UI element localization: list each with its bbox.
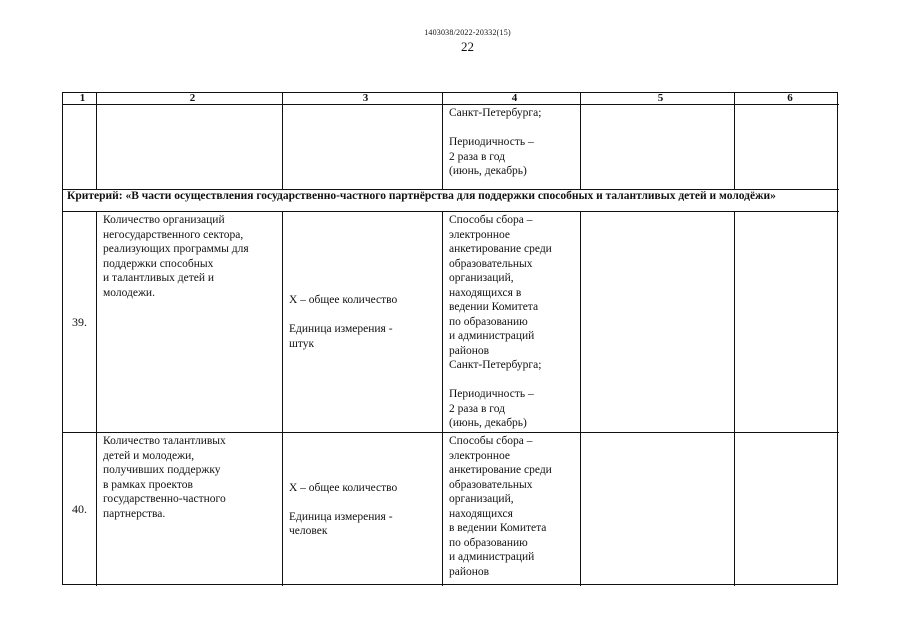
column-header-5: 5: [581, 93, 735, 105]
table-cell: [735, 212, 839, 433]
table-cell: [63, 105, 97, 190]
indicator-name: Количество организаций негосударственного сектора, реализующих программы для поддержки способных и талантливых детей и молодежи.: [97, 212, 283, 433]
formula-cell: [283, 212, 443, 433]
formula-text: Х – общее количество Единица измерения - человек: [289, 481, 398, 537]
method-cell: Способы сбора – электронное анкетирование среди образовательных организаций, находящихся в ведении Комитета по образованию и администраций районов: [443, 433, 581, 586]
page-number: 22: [461, 39, 474, 54]
formula-cell: [283, 433, 443, 586]
table-cell: [97, 105, 283, 190]
method-cell: Способы сбора – электронное анкетирование среди образовательных организаций, находящихся в ведении Комитета по образованию и администраций районов Санкт-Петербурга; Периодичность – 2 раза в год (июнь, декабрь): [443, 212, 581, 433]
indicators-table: [62, 92, 838, 585]
column-header-6: 6: [735, 93, 839, 105]
table-cell: [581, 212, 735, 433]
page-header: [0, 28, 905, 55]
column-header-4: 4: [443, 93, 581, 105]
column-header-2: 2: [97, 93, 283, 105]
row-number: 40.: [63, 433, 97, 586]
indicator-name: Количество талантливых детей и молодежи, получивших поддержку в рамках проектов государственно-частного партнерства.: [97, 433, 283, 586]
row-number: 39.: [63, 212, 97, 433]
column-header-3: 3: [283, 93, 443, 105]
table-cell: [735, 105, 839, 190]
table-cell: [735, 433, 839, 586]
method-cell: Санкт-Петербурга; Периодичность – 2 раза в год (июнь, декабрь): [443, 105, 581, 190]
document-id: 1403038/2022-20332(15): [424, 28, 511, 37]
table-cell: [581, 433, 735, 586]
column-header-1: 1: [63, 93, 97, 105]
table-cell: [283, 105, 443, 190]
criterion-heading: Критерий: «В части осуществления государственно-частного партнёрства для поддержки способных и талантливых детей и молодёжи»: [63, 190, 839, 212]
formula-text: Х – общее количество Единица измерения - штук: [289, 294, 398, 350]
table-cell: [581, 105, 735, 190]
